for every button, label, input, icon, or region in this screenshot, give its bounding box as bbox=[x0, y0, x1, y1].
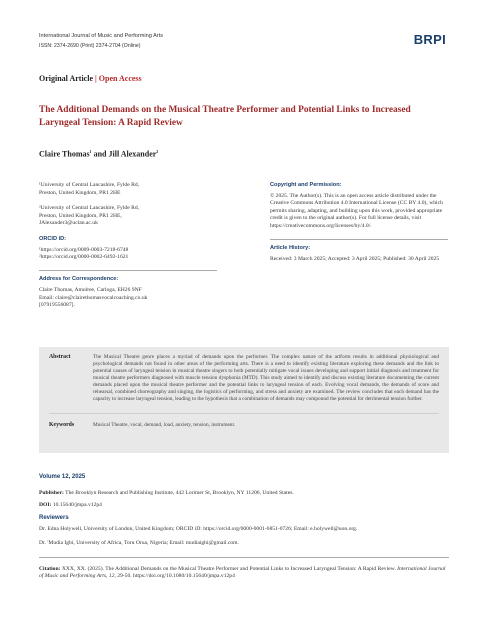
citation-journal: International Journal of Music and Performing Arts, 12, bbox=[39, 565, 446, 580]
doi-link[interactable]: 10.15640/jmpa.v12p4 bbox=[51, 502, 102, 508]
keywords-row bbox=[49, 413, 439, 429]
citation-label: Citation: bbox=[39, 565, 61, 572]
footer-divider bbox=[39, 557, 449, 558]
article-type-separator: | bbox=[95, 74, 97, 83]
reviewer-entry: Dr. Edna Holywell, University of London, United Kingdom; ORCID iD: https://orcid.org/0000-0001-6851-0726; Email: e.holywell@uon.org. bbox=[39, 526, 358, 532]
author-name: Claire Thomas bbox=[39, 149, 90, 159]
reviewers-heading: Reviewers bbox=[39, 514, 69, 521]
volume-label: Volume 12, 2025 bbox=[39, 474, 86, 480]
keywords-label: Keywords bbox=[49, 422, 75, 428]
copyright-section bbox=[270, 182, 450, 231]
publisher-text: The Brooklyn Research and Publishing Institute, 442 Lorimer St, Brooklyn, NY 11206, United States. bbox=[63, 489, 294, 496]
publisher-label: Publisher: bbox=[39, 489, 64, 496]
affiliation-2 bbox=[39, 205, 254, 228]
citation-link[interactable]: 29-50. https://doi.org/10.1080/10.15640/jmpa.v12p4 bbox=[115, 573, 235, 580]
copyright-heading: Copyright and Permission: bbox=[270, 182, 342, 188]
section-divider bbox=[39, 270, 217, 271]
abstract-box bbox=[39, 347, 449, 453]
correspondence-section bbox=[39, 276, 254, 309]
doi-label: DOI: bbox=[39, 502, 52, 508]
journal-header bbox=[39, 31, 163, 51]
author-affiliation-mark: 1 bbox=[89, 149, 92, 154]
author-info-column bbox=[39, 182, 254, 318]
orcid-section bbox=[39, 236, 254, 262]
journal-name: International Journal of Music and Performing Arts bbox=[39, 33, 164, 39]
author-email-link[interactable]: JAlexander3@uclan.ac.uk bbox=[39, 220, 98, 227]
article-type-label: Original Article bbox=[39, 74, 93, 83]
copyright-text: © 2025. The Author(s). This is an open access article distributed under the Creative Commons Attribution 4.0 International License (CC BY 4.0), which permits sharing, adapting, and building upon this work, provided appropriate credit is given to the original author(s). For full license details, visit https://creativecommons.org/licenses/by/4.0/. bbox=[270, 192, 443, 229]
abstract-label: Abstract bbox=[49, 354, 71, 360]
affiliation-1 bbox=[39, 182, 254, 197]
publisher-line bbox=[39, 490, 449, 498]
author-list bbox=[39, 149, 158, 159]
correspondence-phone: [07919556087]. bbox=[39, 302, 75, 309]
affiliation-line: Preston, United Kingdom, PR1 2HE bbox=[39, 189, 121, 196]
affiliation-line: ²University of Central Lancashire, Fylde Rd, bbox=[39, 205, 140, 212]
citation bbox=[39, 566, 449, 581]
publication-meta bbox=[39, 474, 449, 581]
author-conjunction: and bbox=[91, 149, 109, 159]
abstract-row bbox=[49, 354, 439, 403]
orcid-heading: ORCID iD: bbox=[39, 235, 67, 242]
publisher-logo: BRPI bbox=[413, 32, 446, 47]
orcid-link[interactable]: ²https://orcid.org/0000-0002-6492-1621 bbox=[39, 254, 129, 261]
article-title: The Additional Demands on the Musical Theatre Performer and Potential Links to Increased Laryngeal Tension: A Rapid Review bbox=[39, 105, 411, 128]
history-heading: Article History: bbox=[270, 245, 311, 252]
author-name: Jill Alexander bbox=[108, 149, 157, 159]
section-divider bbox=[270, 239, 448, 240]
article-type bbox=[39, 74, 142, 83]
open-access-label: Open Access bbox=[98, 74, 142, 83]
correspondence-heading: Address for Correspondence: bbox=[39, 276, 119, 283]
correspondence-address: Claire Thomas, Amulree, Carloga, EH26 9NF bbox=[39, 286, 142, 293]
history-section bbox=[270, 245, 450, 263]
reviewer-entry: Dr. 'Mudia Igbi, University of Africa, Toru Orua, Nigeria; Email: mudiaigbi@gmail.com. bbox=[39, 539, 239, 546]
keywords-text: Musical Theatre, vocal, demand, load, anxiety, tension, instrument. bbox=[93, 422, 236, 428]
citation-text: XXX, XX. (2025). The Additional Demands on the Musical Theatre Performer and Potential Links to Increased Laryngeal Tension: A Rapid Review. bbox=[60, 565, 398, 572]
affiliation-line: Preston, United Kingdom, PR1 2HE, bbox=[39, 212, 122, 219]
orcid-link[interactable]: ¹https://orcid.org/0009-0003-7218-6748 bbox=[39, 246, 129, 253]
doi-line bbox=[39, 502, 449, 510]
correspondence-email[interactable]: Email: claire@clairethomasvocalcoaching.co.uk bbox=[39, 294, 148, 301]
author-affiliation-mark: 2 bbox=[156, 149, 159, 154]
article-info-column bbox=[270, 182, 450, 271]
abstract-text: The Musical Theatre genre places a myriad of demands upon the performer. The complex nature of the artform results in additional physiological and psychological demands not found in other areas of the performing arts. There is a need to identify existing literature exploring these demands and the link to potential causes of laryngeal tension in musical theatre singers to both potentially mitigate vocal issues developing and support initial diagnosis and treatment for musical theatre performers diagnosed with muscle tension dysphonia (MTD). This study aimed to identify and discuss existing literature documenting the current demands placed upon the musical theatre performer and the potential links to laryngeal tension of each. Evolving vocal demands, the demands of score and rehearsal, combined choreography and singing, the logistics of performing, and stress and anxiety are examined. The review concludes that each demand has the capacity to increase laryngeal tension, leading to the hypothesis that a combination of demands may compound the potential for detrimental tension further. bbox=[93, 354, 439, 402]
journal-issn: ISSN: 2374-2690 (Print) 2374-2704 (Online) bbox=[39, 43, 141, 49]
affiliation-line: ¹University of Central Lancashire, Fylde Rd, bbox=[39, 182, 140, 188]
history-text: Received: 3 March 2025; Accepted: 3 April 2025; Published: 30 April 2025 bbox=[270, 255, 440, 262]
